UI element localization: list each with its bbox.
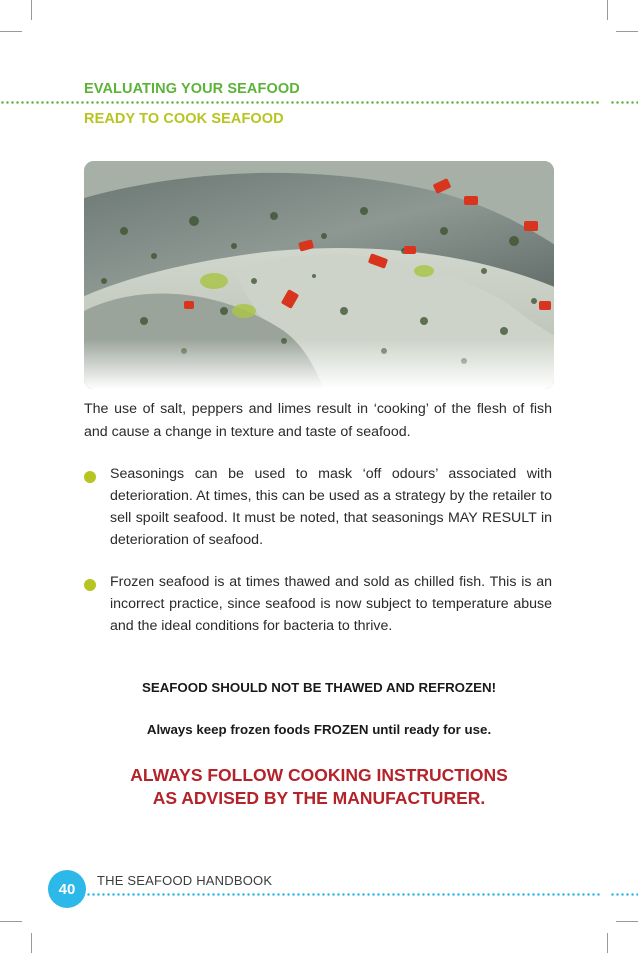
bullet-item-seasonings: [84, 463, 552, 553]
warning-line-2: AS ADVISED BY THE MANUFACTURER.: [152, 788, 486, 808]
notice-keep-frozen: Always keep frozen foods FROZEN until ready for use.: [146, 722, 492, 737]
section-title: EVALUATING YOUR SEAFOOD: [84, 81, 300, 97]
crop-mark-top-right: [607, 0, 608, 20]
warning-line-1: ALWAYS FOLLOW COOKING INSTRUCTIONS: [130, 765, 508, 785]
crop-mark-bottom-left: [31, 933, 32, 953]
seasoned-fish-photo: [84, 161, 554, 389]
bullet-dot-icon: [84, 471, 96, 483]
header-dotted-rule-end: [610, 101, 638, 104]
header-dotted-rule: [0, 101, 600, 104]
crop-mark-top-left-h: [0, 31, 22, 32]
bullet-dot-icon: [84, 579, 96, 591]
crop-mark-top-right-h: [616, 31, 638, 32]
bullet-text: Seasonings can be used to mask ‘off odours’ associated with deterioration. At times, this can be used as a strategy by the retailer to sell spoilt seafood. It must be noted, that seasonings MAY RESULT in deterioration of seafood.: [110, 466, 552, 548]
notice-thaw-refreeze: SEAFOOD SHOULD NOT BE THAWED AND REFROZEN!: [141, 680, 497, 695]
page-number-badge: [48, 870, 86, 908]
crop-mark-bottom-right: [607, 933, 608, 953]
intro-paragraph: The use of salt, peppers and limes result in ‘cooking’ of the flesh of fish and cause a change in texture and taste of seafood.: [84, 401, 552, 440]
subsection-title: READY TO COOK SEAFOOD: [84, 111, 284, 127]
bullet-item-frozen: [84, 571, 552, 641]
footer-dotted-rule-end: [610, 893, 638, 896]
fish-photo-illustration: [84, 161, 554, 389]
bullet-text: Frozen seafood is at times thawed and sold as chilled fish. This is an incorrect practice, since seafood is now subject to temperature abuse and the ideal conditions for bacteria to thrive.: [110, 574, 552, 634]
crop-mark-bottom-left-h: [0, 921, 22, 922]
footer-book-title: THE SEAFOOD HANDBOOK: [97, 873, 273, 888]
crop-mark-bottom-right-h: [616, 921, 638, 922]
page-number: 40: [58, 880, 76, 898]
crop-mark-top-left: [31, 0, 32, 20]
footer-dotted-rule: [86, 893, 600, 896]
